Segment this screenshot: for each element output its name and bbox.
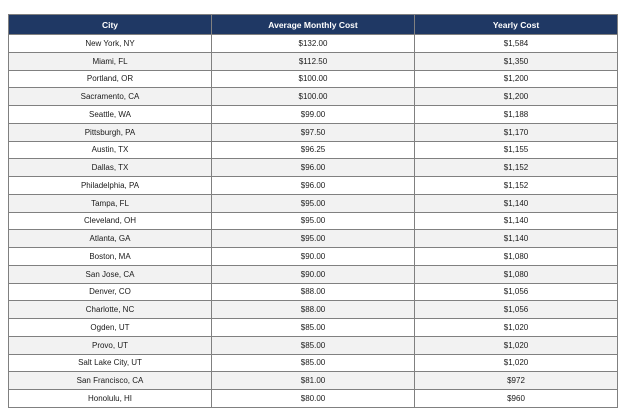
yearly-cost-cell: $1,152 <box>415 177 618 195</box>
yearly-cost-cell: $1,155 <box>415 141 618 159</box>
city-cell: Tampa, FL <box>9 194 212 212</box>
average-monthly-cost-cell: $90.00 <box>212 248 415 266</box>
city-cell: Boston, MA <box>9 248 212 266</box>
table-row <box>9 194 618 212</box>
average-monthly-cost-cell: $112.50 <box>212 52 415 70</box>
table-row <box>9 354 618 372</box>
city-cell: Miami, FL <box>9 52 212 70</box>
average-monthly-cost-cell: $80.00 <box>212 390 415 408</box>
yearly-cost-cell: $1,200 <box>415 88 618 106</box>
average-monthly-cost-cell: $90.00 <box>212 265 415 283</box>
yearly-cost-cell: $1,140 <box>415 230 618 248</box>
table-row <box>9 372 618 390</box>
yearly-cost-cell: $1,350 <box>415 52 618 70</box>
city-cell: Charlotte, NC <box>9 301 212 319</box>
average-monthly-cost-cell: $95.00 <box>212 212 415 230</box>
average-monthly-cost-cell: $88.00 <box>212 283 415 301</box>
table-row <box>9 177 618 195</box>
table-row <box>9 106 618 124</box>
average-monthly-cost-cell: $132.00 <box>212 35 415 53</box>
table-row <box>9 141 618 159</box>
table-row <box>9 319 618 337</box>
table-header <box>9 15 618 35</box>
table-row <box>9 70 618 88</box>
table-row <box>9 265 618 283</box>
yearly-cost-cell: $1,584 <box>415 35 618 53</box>
average-monthly-cost-cell: $85.00 <box>212 336 415 354</box>
city-cell: San Francisco, CA <box>9 372 212 390</box>
city-cell: Pittsburgh, PA <box>9 123 212 141</box>
yearly-cost-cell: $1,056 <box>415 283 618 301</box>
average-monthly-cost-cell: $95.00 <box>212 230 415 248</box>
yearly-cost-cell: $1,200 <box>415 70 618 88</box>
table-row <box>9 301 618 319</box>
city-cell: Dallas, TX <box>9 159 212 177</box>
yearly-cost-cell: $1,170 <box>415 123 618 141</box>
average-monthly-cost-cell: $100.00 <box>212 88 415 106</box>
city-cell: Seattle, WA <box>9 106 212 124</box>
city-cell: Honolulu, HI <box>9 390 212 408</box>
column-header-yearly-cost: Yearly Cost <box>415 15 618 35</box>
average-monthly-cost-cell: $100.00 <box>212 70 415 88</box>
table-row <box>9 52 618 70</box>
table-body <box>9 35 618 408</box>
city-cell: Philadelphia, PA <box>9 177 212 195</box>
average-monthly-cost-cell: $96.00 <box>212 159 415 177</box>
city-cell: Salt Lake City, UT <box>9 354 212 372</box>
city-cell: Atlanta, GA <box>9 230 212 248</box>
city-cell: Sacramento, CA <box>9 88 212 106</box>
average-monthly-cost-cell: $97.50 <box>212 123 415 141</box>
average-monthly-cost-cell: $85.00 <box>212 354 415 372</box>
table-row <box>9 248 618 266</box>
yearly-cost-cell: $1,188 <box>415 106 618 124</box>
yearly-cost-cell: $1,152 <box>415 159 618 177</box>
table-row <box>9 159 618 177</box>
city-cell: New York, NY <box>9 35 212 53</box>
yearly-cost-cell: $1,080 <box>415 265 618 283</box>
table-row <box>9 123 618 141</box>
column-header-city: City <box>9 15 212 35</box>
city-cell: Portland, OR <box>9 70 212 88</box>
yearly-cost-cell: $1,020 <box>415 336 618 354</box>
yearly-cost-cell: $1,140 <box>415 194 618 212</box>
average-monthly-cost-cell: $81.00 <box>212 372 415 390</box>
table-row <box>9 336 618 354</box>
city-cell: Austin, TX <box>9 141 212 159</box>
city-cell: Denver, CO <box>9 283 212 301</box>
yearly-cost-cell: $1,080 <box>415 248 618 266</box>
average-monthly-cost-cell: $95.00 <box>212 194 415 212</box>
column-header-average-monthly-cost: Average Monthly Cost <box>212 15 415 35</box>
table-row <box>9 230 618 248</box>
yearly-cost-cell: $1,020 <box>415 319 618 337</box>
yearly-cost-cell: $1,056 <box>415 301 618 319</box>
city-cell: Ogden, UT <box>9 319 212 337</box>
table-row <box>9 283 618 301</box>
yearly-cost-cell: $1,020 <box>415 354 618 372</box>
yearly-cost-cell: $960 <box>415 390 618 408</box>
average-monthly-cost-cell: $88.00 <box>212 301 415 319</box>
table-row <box>9 212 618 230</box>
table-row <box>9 35 618 53</box>
yearly-cost-cell: $972 <box>415 372 618 390</box>
city-cell: San Jose, CA <box>9 265 212 283</box>
table-header-row <box>9 15 618 35</box>
table-row <box>9 390 618 408</box>
average-monthly-cost-cell: $85.00 <box>212 319 415 337</box>
city-cell: Cleveland, OH <box>9 212 212 230</box>
city-cost-table <box>8 14 618 408</box>
table-row <box>9 88 618 106</box>
average-monthly-cost-cell: $96.00 <box>212 177 415 195</box>
city-cell: Provo, UT <box>9 336 212 354</box>
yearly-cost-cell: $1,140 <box>415 212 618 230</box>
average-monthly-cost-cell: $99.00 <box>212 106 415 124</box>
average-monthly-cost-cell: $96.25 <box>212 141 415 159</box>
